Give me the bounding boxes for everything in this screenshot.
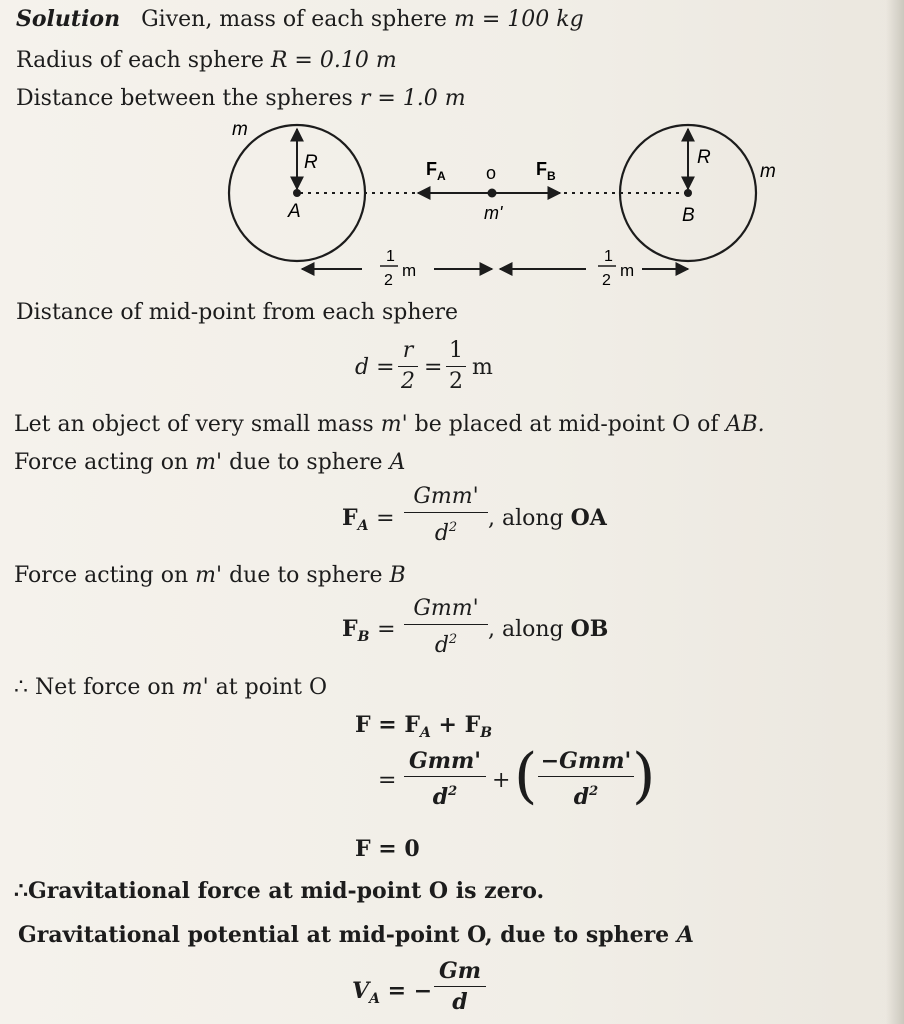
point-label-A: A	[288, 201, 301, 222]
point-label-B: B	[682, 205, 695, 226]
F-sum-equals: =	[378, 768, 397, 793]
object-line: Let an object of very small mass m' be placed at mid-point O of AB.	[14, 412, 765, 437]
half-unit-left: m	[402, 261, 417, 280]
d-fraction-half: 1 2	[446, 338, 466, 395]
net-force-line: ∴ Net force on m' at point O	[14, 675, 328, 700]
distance-text: Distance between the spheres	[16, 86, 353, 111]
half-unit-right: m	[620, 261, 635, 280]
force-label-FB: $F_B$	[536, 159, 556, 183]
half-num-left: 1	[386, 248, 395, 265]
half-den-left: 2	[384, 272, 393, 289]
FB-lhs: $F_B$ =	[342, 616, 396, 645]
mass-label-left: m	[232, 119, 248, 140]
radius-label-A: R	[304, 152, 318, 173]
half-den-right: 2	[602, 272, 611, 289]
midpoint-text: Distance of mid-point from each sphere	[16, 300, 459, 325]
radius-label-B: R	[697, 147, 711, 168]
VA-lhs: $V_A$ = −	[352, 978, 433, 1007]
FA-lhs: $F_A$ =	[342, 505, 395, 534]
center-A	[293, 189, 301, 197]
FA-fraction: Gmm' $d^2$	[404, 484, 488, 547]
two-spheres-diagram	[0, 115, 904, 295]
paren-open: (	[514, 741, 538, 811]
mass-label-right: m	[760, 161, 776, 182]
paren-close: )	[632, 741, 656, 811]
distance-equation: r = 1.0 m	[359, 86, 466, 111]
radius-text: Radius of each sphere	[16, 48, 264, 73]
mass-label-mprime: m'	[484, 203, 503, 223]
d-unit: m	[472, 355, 493, 380]
d-fraction-r: r 2	[398, 338, 418, 395]
FB-direction: , along OB	[488, 616, 609, 642]
given-text: Given, mass of each sphere	[141, 7, 447, 32]
point-label-o: o	[486, 163, 497, 183]
mass-equation: m = 100 kg	[453, 7, 584, 32]
F-sum-plus: +	[492, 768, 511, 793]
F-sum: $F = F_A + F_B$	[355, 712, 493, 741]
radius-line	[16, 48, 397, 73]
VA-fraction: Gm d	[434, 958, 486, 1015]
force-A-line: Force acting on m' due to sphere A	[14, 450, 406, 475]
grav-zero-conclusion: ∴Gravitational force at mid-point O is zero.	[14, 878, 545, 904]
radius-equation: R = 0.10 m	[270, 48, 397, 73]
d-lhs: d =	[355, 355, 395, 380]
distance-line	[16, 86, 466, 111]
d-equals: =	[424, 355, 443, 380]
F-sum-fraction-1: Gmm' $d^2$	[404, 748, 486, 810]
half-num-right: 1	[604, 248, 613, 265]
F-sum-fraction-2: −Gmm' $d^2$	[538, 748, 634, 810]
F-zero: F = 0	[355, 836, 420, 862]
page-edge-shadow	[886, 0, 904, 1024]
solution-label: Solution	[16, 6, 121, 32]
given-mass-line	[16, 6, 584, 32]
force-label-FA: $F_A$	[426, 159, 446, 183]
force-B-line: Force acting on m' due to sphere B	[14, 563, 406, 588]
FB-fraction: Gmm' $d^2$	[404, 596, 488, 659]
potential-line: Gravitational potential at mid-point O, due to sphere A	[18, 922, 694, 948]
FA-direction: , along OA	[488, 505, 607, 531]
center-B	[684, 189, 692, 197]
